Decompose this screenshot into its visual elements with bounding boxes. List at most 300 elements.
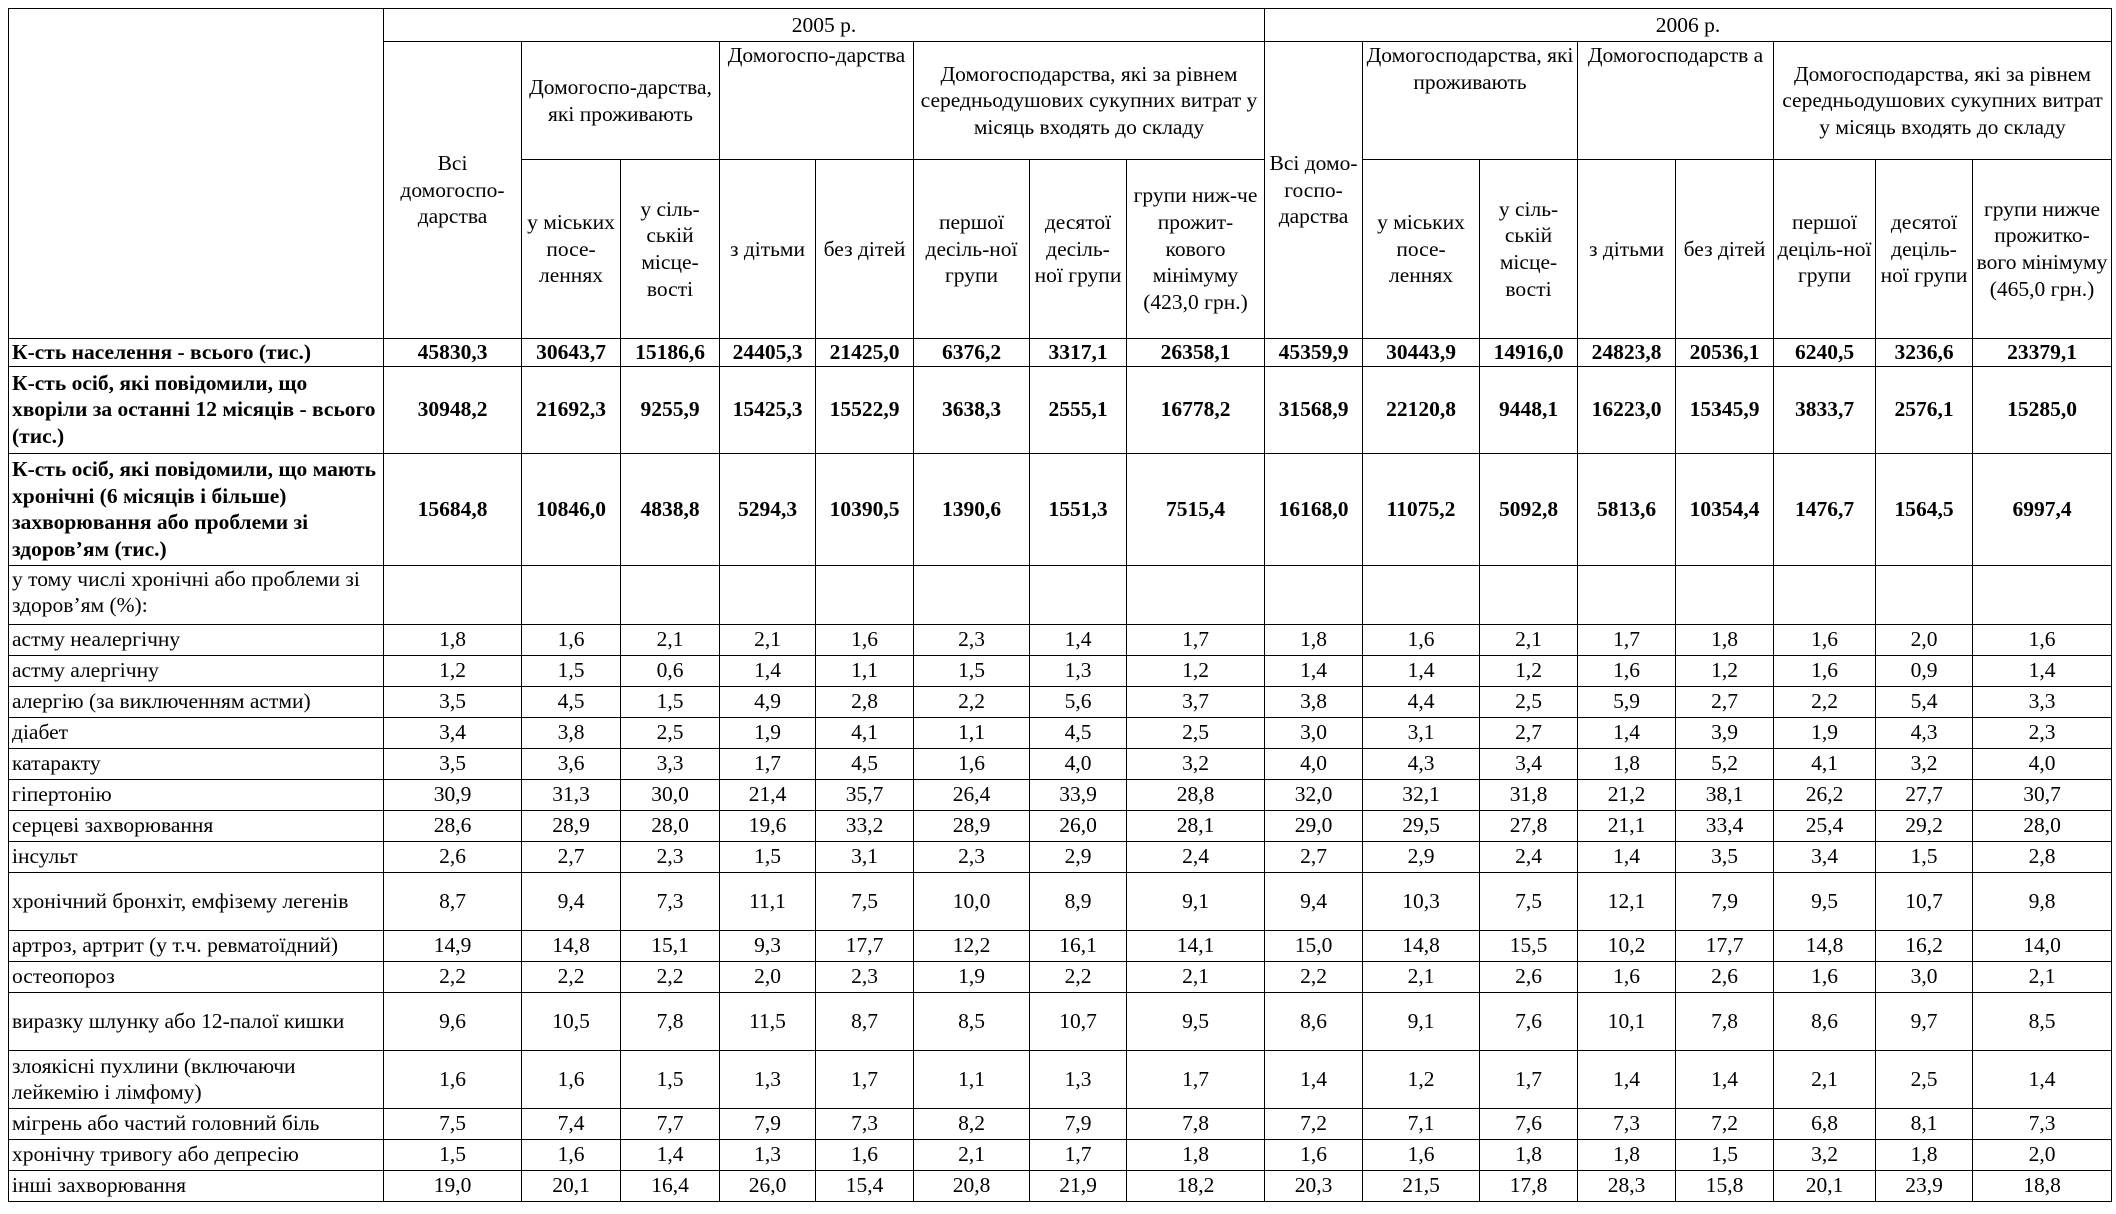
value-cell: 2,9 [1363, 841, 1480, 872]
value-cell: 2,2 [1265, 961, 1363, 992]
value-cell: 5,6 [1030, 686, 1127, 717]
value-cell: 8,7 [384, 872, 522, 930]
value-cell: 8,2 [914, 1108, 1030, 1139]
value-cell: 2,2 [522, 961, 621, 992]
value-cell: 3,8 [522, 717, 621, 748]
value-cell: 16,2 [1876, 930, 1973, 961]
value-cell: 1,5 [720, 841, 816, 872]
value-cell: 0,9 [1876, 655, 1973, 686]
row-label: інсульт [9, 841, 384, 872]
value-cell: 17,7 [816, 930, 914, 961]
col-2005-children-group: Домогоспо-дарства [720, 42, 914, 160]
value-cell: 4838,8 [621, 453, 720, 565]
value-cell: 1,8 [1676, 624, 1774, 655]
value-cell: 1,2 [1363, 1050, 1480, 1108]
value-cell: 1,4 [1578, 717, 1676, 748]
value-cell: 32,1 [1363, 779, 1480, 810]
value-cell: 3317,1 [1030, 339, 1127, 367]
value-cell: 2,4 [1480, 841, 1578, 872]
value-cell: 1,7 [720, 748, 816, 779]
value-cell [1774, 565, 1876, 624]
value-cell: 2,3 [816, 961, 914, 992]
value-cell: 1,4 [1676, 1050, 1774, 1108]
value-cell: 15425,3 [720, 366, 816, 453]
value-cell: 1,6 [384, 1050, 522, 1108]
value-cell: 2,2 [914, 686, 1030, 717]
row-label: артроз, артрит (у т.ч. ревматоїдний) [9, 930, 384, 961]
value-cell: 30,7 [1973, 779, 2112, 810]
value-cell: 2,7 [522, 841, 621, 872]
value-cell: 12,2 [914, 930, 1030, 961]
value-cell: 10,0 [914, 872, 1030, 930]
value-cell: 1,4 [621, 1139, 720, 1170]
table-row [9, 779, 2112, 810]
value-cell: 7,9 [1030, 1108, 1127, 1139]
value-cell: 26358,1 [1127, 339, 1265, 367]
value-cell: 45359,9 [1265, 339, 1363, 367]
value-cell: 1,6 [1774, 655, 1876, 686]
value-cell: 14,8 [1363, 930, 1480, 961]
value-cell: 7,8 [1676, 992, 1774, 1050]
value-cell: 29,0 [1265, 810, 1363, 841]
value-cell: 4,0 [1973, 748, 2112, 779]
value-cell: 1,5 [621, 1050, 720, 1108]
col-2006-children-group: Домогосподарств а [1578, 42, 1774, 160]
value-cell: 28,9 [914, 810, 1030, 841]
value-cell: 2,1 [1973, 961, 2112, 992]
value-cell: 1,5 [621, 686, 720, 717]
row-label: алергію (за виключенням астми) [9, 686, 384, 717]
value-cell: 2,1 [621, 624, 720, 655]
value-cell: 1,9 [914, 961, 1030, 992]
value-cell: 15,1 [621, 930, 720, 961]
value-cell: 4,5 [522, 686, 621, 717]
row-label: К-сть осіб, які повідомили, що хворіли за останні 12 місяців - всього (тис.) [9, 366, 384, 453]
value-cell: 1551,3 [1030, 453, 1127, 565]
value-cell: 7,5 [816, 872, 914, 930]
value-cell: 20,8 [914, 1170, 1030, 1201]
value-cell: 11075,2 [1363, 453, 1480, 565]
value-cell: 22120,8 [1363, 366, 1480, 453]
value-cell: 9255,9 [621, 366, 720, 453]
value-cell: 19,0 [384, 1170, 522, 1201]
value-cell: 1,8 [1265, 624, 1363, 655]
value-cell: 1,4 [1578, 841, 1676, 872]
value-cell: 1,7 [1480, 1050, 1578, 1108]
value-cell: 7,3 [621, 872, 720, 930]
value-cell: 28,3 [1578, 1170, 1676, 1201]
value-cell: 3,6 [522, 748, 621, 779]
col-2005-living-group: Домогоспо-дарства, які проживають [522, 42, 720, 160]
value-cell: 4,1 [1774, 748, 1876, 779]
value-cell: 21425,0 [816, 339, 914, 367]
value-cell: 2,5 [1876, 1050, 1973, 1108]
value-cell: 29,5 [1363, 810, 1480, 841]
value-cell: 18,2 [1127, 1170, 1265, 1201]
value-cell: 1,3 [1030, 1050, 1127, 1108]
statistics-table [8, 8, 2112, 1202]
value-cell: 30,0 [621, 779, 720, 810]
value-cell: 31,3 [522, 779, 621, 810]
value-cell: 1,3 [720, 1139, 816, 1170]
value-cell: 8,5 [914, 992, 1030, 1050]
value-cell: 2,1 [1127, 961, 1265, 992]
value-cell: 1,2 [1480, 655, 1578, 686]
value-cell: 2,5 [1480, 686, 1578, 717]
col-2005-with-children: з дітьми [720, 160, 816, 339]
value-cell: 1,6 [1774, 624, 1876, 655]
value-cell: 9,1 [1363, 992, 1480, 1050]
value-cell: 4,5 [1030, 717, 1127, 748]
value-cell: 1,4 [720, 655, 816, 686]
table-row [9, 1170, 2112, 1201]
value-cell: 2,8 [1973, 841, 2112, 872]
value-cell: 7,9 [1676, 872, 1774, 930]
row-label: хронічну тривогу або депресію [9, 1139, 384, 1170]
row-label: астму неалергічну [9, 624, 384, 655]
value-cell: 28,1 [1127, 810, 1265, 841]
value-cell: 33,2 [816, 810, 914, 841]
value-cell: 1,2 [384, 655, 522, 686]
value-cell: 1390,6 [914, 453, 1030, 565]
value-cell: 1,6 [1774, 961, 1876, 992]
value-cell: 21,4 [720, 779, 816, 810]
value-cell: 5,2 [1676, 748, 1774, 779]
col-2005-tenth-decile: десятої деciль-ної групи [1030, 160, 1127, 339]
value-cell: 1,4 [1265, 655, 1363, 686]
value-cell: 3,4 [1480, 748, 1578, 779]
value-cell: 3,5 [384, 686, 522, 717]
row-label: К-сть осіб, які повідомили, що мають хронічні (6 місяців і більше) захворювання або проблеми зі здоров’ям (тис.) [9, 453, 384, 565]
value-cell: 10,5 [522, 992, 621, 1050]
value-cell: 1,5 [384, 1139, 522, 1170]
value-cell: 2,1 [720, 624, 816, 655]
value-cell: 1,9 [1774, 717, 1876, 748]
value-cell [1973, 565, 2112, 624]
value-cell: 4,5 [816, 748, 914, 779]
value-cell: 15285,0 [1973, 366, 2112, 453]
col-2005-below-min: групи ниж-че прожит-кового мінімуму (423,0 грн.) [1127, 160, 1265, 339]
value-cell: 1,6 [816, 1139, 914, 1170]
value-cell: 11,5 [720, 992, 816, 1050]
value-cell: 1564,5 [1876, 453, 1973, 565]
value-cell: 30948,2 [384, 366, 522, 453]
value-cell: 24405,3 [720, 339, 816, 367]
value-cell: 30643,7 [522, 339, 621, 367]
value-cell: 8,5 [1973, 992, 2112, 1050]
value-cell: 29,2 [1876, 810, 1973, 841]
value-cell: 2,6 [1676, 961, 1774, 992]
value-cell: 7,2 [1676, 1108, 1774, 1139]
col-2006-without-children: без дітей [1676, 160, 1774, 339]
value-cell: 3,3 [1973, 686, 2112, 717]
table-row [9, 717, 2112, 748]
value-cell: 3,5 [384, 748, 522, 779]
value-cell: 7,8 [1127, 1108, 1265, 1139]
value-cell: 16168,0 [1265, 453, 1363, 565]
value-cell: 28,0 [621, 810, 720, 841]
value-cell: 26,0 [1030, 810, 1127, 841]
table-row [9, 748, 2112, 779]
value-cell: 21,2 [1578, 779, 1676, 810]
value-cell: 3,0 [1876, 961, 1973, 992]
value-cell: 1,8 [384, 624, 522, 655]
row-label: у тому числі хронічні або проблеми зі здоров’ям (%): [9, 565, 384, 624]
value-cell: 8,6 [1265, 992, 1363, 1050]
value-cell: 1,6 [522, 1050, 621, 1108]
value-cell: 9,5 [1127, 992, 1265, 1050]
value-cell: 2,9 [1030, 841, 1127, 872]
value-cell: 3,4 [1774, 841, 1876, 872]
value-cell [1030, 565, 1127, 624]
col-2005-first-decile: першої деciль-ної групи [914, 160, 1030, 339]
table-row [9, 1050, 2112, 1108]
row-label: виразку шлунку або 12-палої кишки [9, 992, 384, 1050]
row-label: К-сть населення - всього (тис.) [9, 339, 384, 367]
value-cell [1578, 565, 1676, 624]
value-cell: 1,8 [1578, 1139, 1676, 1170]
row-label: гіпертонію [9, 779, 384, 810]
value-cell: 25,4 [1774, 810, 1876, 841]
value-cell: 3833,7 [1774, 366, 1876, 453]
value-cell [720, 565, 816, 624]
value-cell: 2,2 [1030, 961, 1127, 992]
value-cell: 5294,3 [720, 453, 816, 565]
table-row [9, 810, 2112, 841]
value-cell: 1,7 [1030, 1139, 1127, 1170]
table-row [9, 366, 2112, 453]
value-cell [1676, 565, 1774, 624]
value-cell: 7,6 [1480, 1108, 1578, 1139]
value-cell: 4,4 [1363, 686, 1480, 717]
value-cell: 2,8 [816, 686, 914, 717]
value-cell: 1,5 [522, 655, 621, 686]
value-cell: 35,7 [816, 779, 914, 810]
value-cell: 3,2 [1127, 748, 1265, 779]
col-2006-with-children: з дітьми [1578, 160, 1676, 339]
value-cell: 8,6 [1774, 992, 1876, 1050]
value-cell [384, 565, 522, 624]
value-cell: 3,8 [1265, 686, 1363, 717]
value-cell: 9,5 [1774, 872, 1876, 930]
value-cell: 1,3 [1030, 655, 1127, 686]
value-cell: 3,7 [1127, 686, 1265, 717]
value-cell [1363, 565, 1480, 624]
value-cell: 1,6 [816, 624, 914, 655]
row-label: хронічний бронхіт, емфізему легенів [9, 872, 384, 930]
col-2006-urban: у міських посе-леннях [1363, 160, 1480, 339]
value-cell: 9,4 [522, 872, 621, 930]
value-cell: 1,5 [1876, 841, 1973, 872]
value-cell: 2,3 [914, 624, 1030, 655]
value-cell: 16223,0 [1578, 366, 1676, 453]
value-cell: 31,8 [1480, 779, 1578, 810]
value-cell: 28,8 [1127, 779, 1265, 810]
value-cell: 15345,9 [1676, 366, 1774, 453]
value-cell: 10354,4 [1676, 453, 1774, 565]
value-cell: 32,0 [1265, 779, 1363, 810]
value-cell: 1,6 [1363, 1139, 1480, 1170]
value-cell: 1,4 [1973, 1050, 2112, 1108]
value-cell [1127, 565, 1265, 624]
row-label: катаракту [9, 748, 384, 779]
value-cell: 7515,4 [1127, 453, 1265, 565]
col-2005-urban: у міських посе-леннях [522, 160, 621, 339]
value-cell: 1,8 [1480, 1139, 1578, 1170]
value-cell: 3,2 [1876, 748, 1973, 779]
value-cell: 3,5 [1676, 841, 1774, 872]
value-cell: 3638,3 [914, 366, 1030, 453]
value-cell: 15522,9 [816, 366, 914, 453]
value-cell: 2,3 [1973, 717, 2112, 748]
value-cell: 1,7 [1127, 624, 1265, 655]
value-cell: 3,4 [384, 717, 522, 748]
value-cell [1480, 565, 1578, 624]
value-cell: 1476,7 [1774, 453, 1876, 565]
value-cell: 7,7 [621, 1108, 720, 1139]
value-cell: 2,6 [1480, 961, 1578, 992]
value-cell: 2,7 [1676, 686, 1774, 717]
value-cell: 15684,8 [384, 453, 522, 565]
value-cell: 6,8 [1774, 1108, 1876, 1139]
value-cell: 4,0 [1030, 748, 1127, 779]
row-label: інші захворювання [9, 1170, 384, 1201]
value-cell: 7,3 [1973, 1108, 2112, 1139]
value-cell: 16778,2 [1127, 366, 1265, 453]
value-cell: 1,9 [720, 717, 816, 748]
row-label: серцеві захворювання [9, 810, 384, 841]
table-container [8, 8, 2112, 1202]
value-cell: 14916,0 [1480, 339, 1578, 367]
value-cell [914, 565, 1030, 624]
table-row [9, 453, 2112, 565]
value-cell: 17,7 [1676, 930, 1774, 961]
value-cell: 1,1 [816, 655, 914, 686]
value-cell: 20,1 [1774, 1170, 1876, 1201]
year-2005-header: 2005 р. [384, 9, 1265, 42]
value-cell: 2,2 [621, 961, 720, 992]
col-2006-rural: у сіль-ській місце-вості [1480, 160, 1578, 339]
value-cell: 1,7 [1127, 1050, 1265, 1108]
value-cell: 2,2 [384, 961, 522, 992]
value-cell: 10846,0 [522, 453, 621, 565]
value-cell: 26,4 [914, 779, 1030, 810]
value-cell: 26,0 [720, 1170, 816, 1201]
value-cell: 4,1 [816, 717, 914, 748]
col-2006-all: Всі домо-госпо-дарства [1265, 42, 1363, 339]
value-cell: 33,4 [1676, 810, 1774, 841]
value-cell: 9,8 [1973, 872, 2112, 930]
value-cell: 2555,1 [1030, 366, 1127, 453]
value-cell: 19,6 [720, 810, 816, 841]
value-cell: 5,4 [1876, 686, 1973, 717]
value-cell: 2,2 [1774, 686, 1876, 717]
value-cell: 2,4 [1127, 841, 1265, 872]
value-cell: 1,6 [1578, 655, 1676, 686]
value-cell: 1,3 [720, 1050, 816, 1108]
value-cell: 9,6 [384, 992, 522, 1050]
value-cell: 17,8 [1480, 1170, 1578, 1201]
row-label: мігрень або частий головний біль [9, 1108, 384, 1139]
value-cell [1876, 565, 1973, 624]
value-cell: 4,0 [1265, 748, 1363, 779]
value-cell: 30,9 [384, 779, 522, 810]
value-cell: 33,9 [1030, 779, 1127, 810]
corner-cell [9, 9, 384, 339]
value-cell: 3236,6 [1876, 339, 1973, 367]
value-cell: 27,7 [1876, 779, 1973, 810]
col-2005-expense-group: Домогосподарства, які за рівнем середньодушових сукупних витрат у місяць входять до складу [914, 42, 1265, 160]
value-cell: 15,8 [1676, 1170, 1774, 1201]
value-cell [522, 565, 621, 624]
value-cell: 4,3 [1876, 717, 1973, 748]
value-cell: 3,1 [1363, 717, 1480, 748]
value-cell: 45830,3 [384, 339, 522, 367]
value-cell: 15,0 [1265, 930, 1363, 961]
col-2005-all: Всі домогоспо-дарства [384, 42, 522, 339]
value-cell: 1,2 [1127, 655, 1265, 686]
value-cell: 5813,6 [1578, 453, 1676, 565]
value-cell: 1,4 [1030, 624, 1127, 655]
value-cell: 4,9 [720, 686, 816, 717]
value-cell: 2,0 [720, 961, 816, 992]
value-cell: 2,5 [1127, 717, 1265, 748]
col-2005-rural: у сіль-ській місце-вості [621, 160, 720, 339]
value-cell: 7,5 [1480, 872, 1578, 930]
value-cell: 2,0 [1876, 624, 1973, 655]
value-cell: 14,0 [1973, 930, 2112, 961]
value-cell: 1,4 [1578, 1050, 1676, 1108]
value-cell: 8,9 [1030, 872, 1127, 930]
value-cell: 30443,9 [1363, 339, 1480, 367]
year-2006-header: 2006 р. [1265, 9, 2112, 42]
value-cell: 1,1 [914, 717, 1030, 748]
col-2006-living-group: Домогосподарства, які проживають [1363, 42, 1578, 160]
value-cell: 2,5 [621, 717, 720, 748]
value-cell: 1,6 [1265, 1139, 1363, 1170]
value-cell: 7,5 [384, 1108, 522, 1139]
value-cell: 20536,1 [1676, 339, 1774, 367]
value-cell: 2,1 [1774, 1050, 1876, 1108]
value-cell: 16,4 [621, 1170, 720, 1201]
value-cell: 31568,9 [1265, 366, 1363, 453]
value-cell: 2,7 [1265, 841, 1363, 872]
value-cell: 15,4 [816, 1170, 914, 1201]
value-cell: 28,6 [384, 810, 522, 841]
value-cell: 3,2 [1774, 1139, 1876, 1170]
value-cell: 5092,8 [1480, 453, 1578, 565]
value-cell: 7,8 [621, 992, 720, 1050]
table-body [9, 339, 2112, 1202]
value-cell: 3,1 [816, 841, 914, 872]
value-cell: 1,8 [1127, 1139, 1265, 1170]
value-cell: 1,4 [1973, 655, 2112, 686]
table-row [9, 339, 2112, 367]
value-cell: 8,1 [1876, 1108, 1973, 1139]
value-cell: 1,5 [914, 655, 1030, 686]
value-cell: 15186,6 [621, 339, 720, 367]
value-cell: 7,1 [1363, 1108, 1480, 1139]
value-cell: 1,8 [1876, 1139, 1973, 1170]
table-row [9, 1108, 2112, 1139]
table-row [9, 655, 2112, 686]
value-cell: 2,1 [1480, 624, 1578, 655]
value-cell: 1,6 [1578, 961, 1676, 992]
value-cell: 3,0 [1265, 717, 1363, 748]
col-2006-below-min: групи нижче прожитко-вого мінімуму (465,0 грн.) [1973, 160, 2112, 339]
value-cell: 26,2 [1774, 779, 1876, 810]
value-cell: 9448,1 [1480, 366, 1578, 453]
